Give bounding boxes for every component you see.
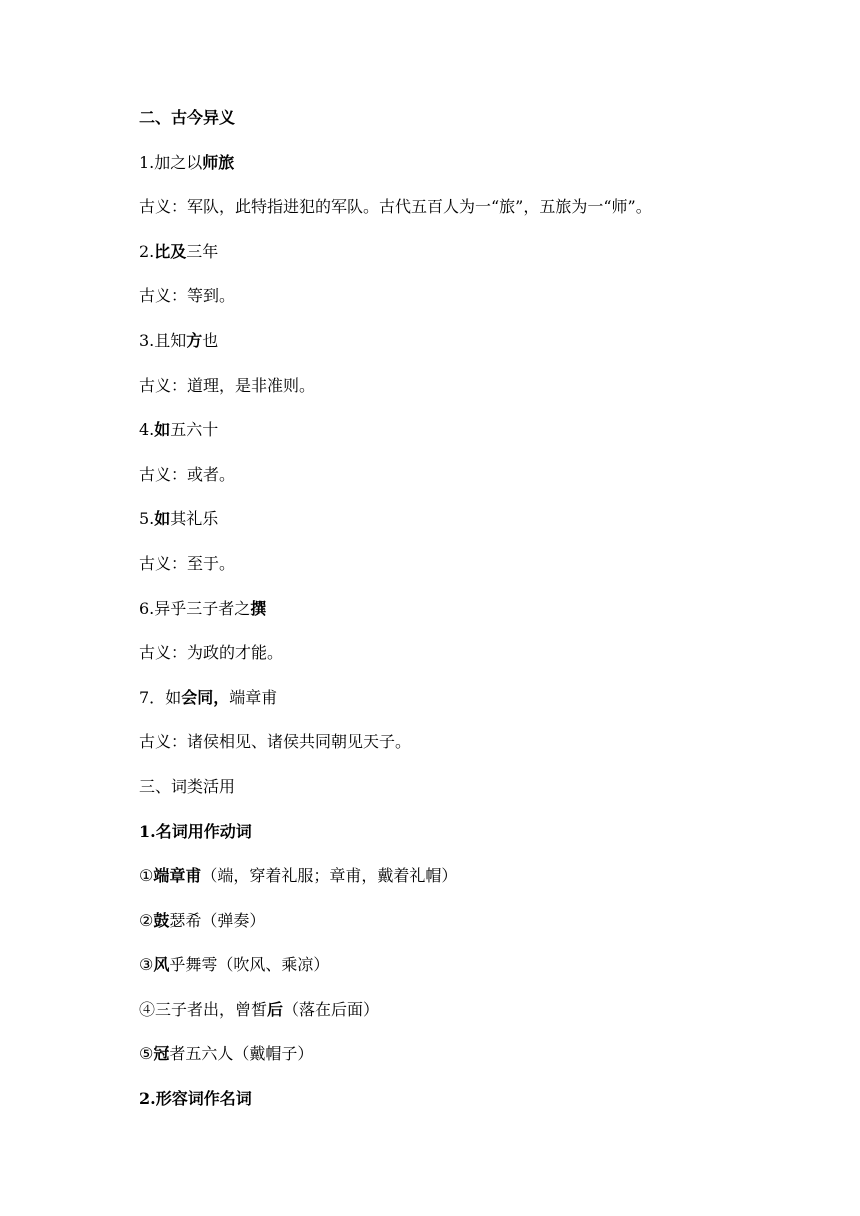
item-number: 1. xyxy=(139,152,155,172)
key-word: 撰 xyxy=(250,598,267,618)
example-explanation: （落在后面） xyxy=(283,999,380,1019)
subheading-noun-as-verb: 1.名词用作动词 xyxy=(139,821,252,841)
ancient-meaning-4: 古义：或者。 xyxy=(139,464,236,484)
sentence-text: 如 xyxy=(165,687,182,707)
noun-as-verb-example-2 xyxy=(139,907,829,952)
item-number: 2. xyxy=(139,241,155,261)
example-sentence-7 xyxy=(139,684,829,729)
sentence-text: 五六十 xyxy=(170,420,219,440)
example-sentence-1 xyxy=(139,149,829,194)
example-sentence-6 xyxy=(139,595,829,640)
key-word: 鼓 xyxy=(153,910,170,930)
example-prefix: ⑤ xyxy=(139,1044,154,1064)
sentence-text: 加之以 xyxy=(154,152,203,172)
noun-as-verb-example-1 xyxy=(139,862,829,907)
example-explanation: 者五六人（戴帽子） xyxy=(169,1044,314,1064)
example-prefix: ④三子者出，曾皙 xyxy=(139,999,268,1019)
key-word: 师旅 xyxy=(202,152,235,172)
ancient-meaning-1: 古义：军队，此特指进犯的军队。古代五百人为一“旅”，五旅为一“师”。 xyxy=(139,197,652,217)
subheading-adjective-as-noun: 2.形容词作名词 xyxy=(139,1089,252,1109)
example-explanation: （端，穿着礼服；章甫，戴着礼帽） xyxy=(201,866,458,886)
key-word: 比及 xyxy=(154,241,187,261)
sentence-text: 异乎三子者之 xyxy=(154,598,251,618)
ancient-meaning-7: 古义：诸侯相见、诸侯共同朝见天子。 xyxy=(139,732,412,752)
ancient-meaning-2: 古义：等到。 xyxy=(139,286,236,306)
document-page xyxy=(139,104,829,1130)
item-number: 4. xyxy=(139,420,155,440)
example-sentence-3 xyxy=(139,327,829,372)
sentence-text: 三年 xyxy=(186,241,219,261)
item-number: 5. xyxy=(139,509,155,529)
example-prefix: ③ xyxy=(139,955,154,975)
section-heading-part-of-speech-shift: 三、词类活用 xyxy=(139,776,236,796)
sentence-text: 其礼乐 xyxy=(170,509,219,529)
key-word: 风 xyxy=(153,955,170,975)
key-word: 后 xyxy=(267,999,284,1019)
noun-as-verb-example-4 xyxy=(139,996,829,1041)
key-word: 端章甫 xyxy=(153,866,202,886)
noun-as-verb-example-5 xyxy=(139,1040,829,1085)
example-explanation: 乎舞雩（吹风、乘凉） xyxy=(169,955,330,975)
key-word: 冠 xyxy=(153,1044,170,1064)
key-word: 方 xyxy=(186,330,203,350)
key-word: 如 xyxy=(154,420,171,440)
ancient-meaning-3: 古义：道理，是非准则。 xyxy=(139,375,316,395)
noun-as-verb-example-3 xyxy=(139,951,829,996)
example-prefix: ② xyxy=(139,910,154,930)
sentence-text: 也 xyxy=(202,330,219,350)
sentence-text: 且知 xyxy=(154,330,187,350)
item-number: 3. xyxy=(139,330,155,350)
example-prefix: ① xyxy=(139,866,154,886)
ancient-meaning-5: 古义：至于。 xyxy=(139,553,236,573)
example-explanation: 瑟希（弹奏） xyxy=(169,910,266,930)
example-sentence-5 xyxy=(139,505,829,550)
key-word: 如 xyxy=(154,509,171,529)
ancient-meaning-6: 古义：为政的才能。 xyxy=(139,643,284,663)
key-word: 会同， xyxy=(181,687,230,707)
sentence-text: 端章甫 xyxy=(229,687,278,707)
example-sentence-2 xyxy=(139,238,829,283)
item-number: 7． xyxy=(139,687,166,707)
item-number: 6. xyxy=(139,598,155,618)
example-sentence-4 xyxy=(139,416,829,461)
section-heading-ancient-modern-meanings: 二、古今异义 xyxy=(139,108,236,127)
